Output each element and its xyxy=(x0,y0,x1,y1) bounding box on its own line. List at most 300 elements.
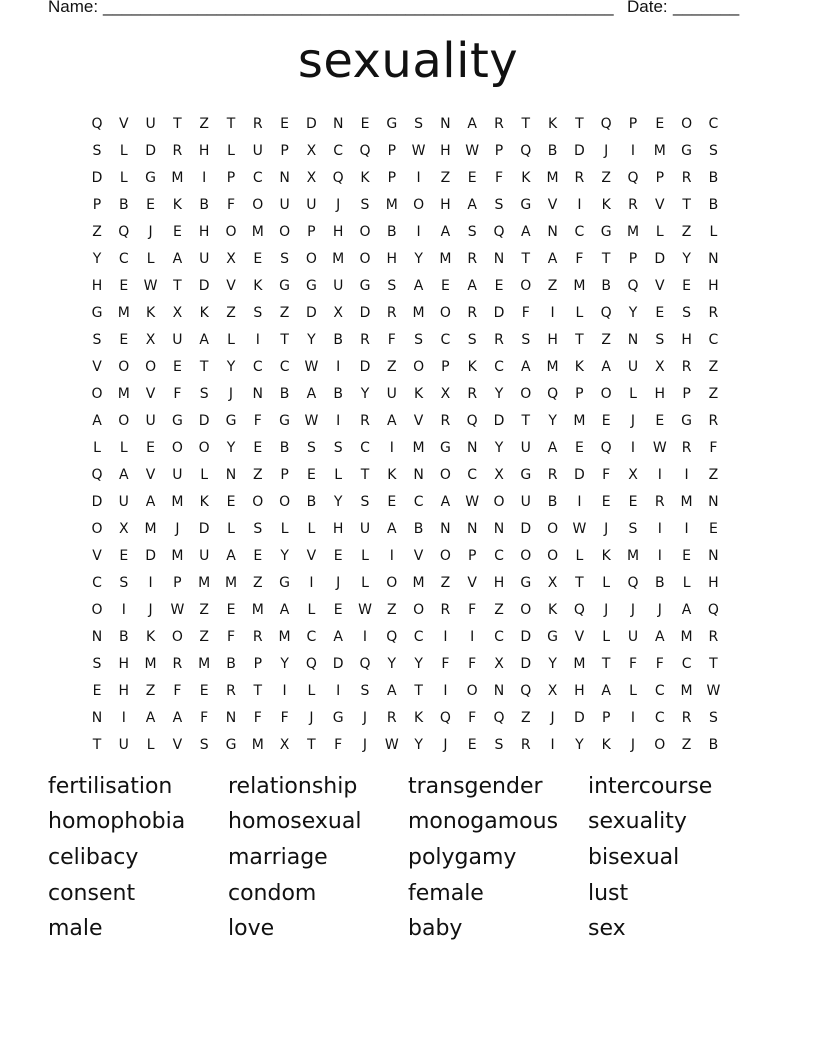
grid-letter: I xyxy=(684,467,689,483)
grid-letter: I xyxy=(577,197,582,213)
grid-letter: F xyxy=(602,467,611,483)
grid-letter: M xyxy=(171,170,184,186)
grid-letter: V xyxy=(119,116,129,132)
grid-letter: O xyxy=(493,494,505,510)
grid-letter: J xyxy=(604,602,609,618)
grid-letter: Q xyxy=(439,710,451,726)
grid-letter: M xyxy=(680,494,693,510)
grid-letter: R xyxy=(172,143,183,159)
grid-letter: Y xyxy=(628,305,638,321)
grid-letter: V xyxy=(306,548,317,564)
grid-letter: A xyxy=(387,521,397,537)
grid-letter: G xyxy=(359,278,371,294)
grid-letter: R xyxy=(467,305,478,321)
grid-letter: E xyxy=(467,170,477,186)
grid-letter: X xyxy=(279,737,290,753)
grid-letter: U xyxy=(118,494,129,510)
grid-letter: O xyxy=(439,305,451,321)
grid-letter: F xyxy=(709,440,718,456)
grid-letter: I xyxy=(121,602,126,618)
grid-letter: Q xyxy=(118,224,130,240)
grid-letter: A xyxy=(521,224,531,240)
grid-letter: F xyxy=(468,710,477,726)
grid-letter: D xyxy=(574,710,585,726)
grid-letter: D xyxy=(91,494,103,510)
grid-letter: V xyxy=(467,575,477,591)
grid-letter: B xyxy=(654,575,665,591)
grid-letter: W xyxy=(411,143,426,159)
grid-letter: J xyxy=(362,737,368,753)
grid-letter: H xyxy=(198,224,210,240)
grid-letter: P xyxy=(173,575,182,591)
grid-letter: S xyxy=(494,737,504,753)
grid-letter: M xyxy=(573,278,586,294)
grid-letter: A xyxy=(521,359,531,375)
grid-letter: V xyxy=(172,737,183,753)
grid-letter: A xyxy=(226,548,236,564)
word-list-item: monogamous xyxy=(408,809,559,834)
grid-letter: R xyxy=(681,440,692,456)
grid-letter: N xyxy=(493,251,505,267)
grid-letter: S xyxy=(467,332,477,348)
grid-letter: M xyxy=(680,683,693,699)
grid-letter: R xyxy=(467,386,478,402)
word-list-item: homosexual xyxy=(228,809,362,834)
grid-letter: H xyxy=(681,332,692,348)
grid-letter: F xyxy=(253,413,262,429)
grid-letter: I xyxy=(121,710,126,726)
grid-letter: J xyxy=(148,602,153,618)
grid-letter: B xyxy=(708,737,719,753)
grid-letter: R xyxy=(467,251,478,267)
grid-letter: T xyxy=(575,575,584,591)
grid-letter: T xyxy=(575,332,584,348)
grid-letter: A xyxy=(601,683,611,699)
grid-letter: V xyxy=(574,629,585,645)
grid-letter: G xyxy=(439,440,451,456)
grid-letter: Y xyxy=(548,413,557,429)
grid-letter: M xyxy=(412,440,425,456)
grid-letter: K xyxy=(199,305,209,321)
grid-letter: M xyxy=(573,656,586,672)
grid-letter: R xyxy=(440,413,451,429)
word-list-item: love xyxy=(228,916,275,941)
word-list-item: condom xyxy=(228,881,317,906)
grid-letter: X xyxy=(172,305,183,321)
grid-letter: M xyxy=(653,143,666,159)
grid-letter: G xyxy=(600,224,612,240)
grid-letter: N xyxy=(91,710,103,726)
grid-letter: R xyxy=(628,197,638,213)
grid-letter: A xyxy=(279,602,290,618)
grid-letter: R xyxy=(386,305,397,321)
grid-letter: Y xyxy=(280,656,289,672)
grid-letter: B xyxy=(279,386,290,402)
grid-letter: G xyxy=(305,278,317,294)
grid-letter: A xyxy=(199,332,209,348)
grid-letter: S xyxy=(708,143,718,159)
word-list-item: intercourse xyxy=(588,774,713,799)
grid-letter: Z xyxy=(92,224,102,240)
grid-letter: V xyxy=(145,467,156,483)
date-label: Date: xyxy=(627,0,668,16)
grid-letter: I xyxy=(657,521,662,537)
grid-letter: B xyxy=(306,494,317,510)
grid-letter: B xyxy=(386,224,397,240)
grid-letter: L xyxy=(119,143,128,159)
grid-letter: E xyxy=(387,494,397,510)
grid-letter: Q xyxy=(359,143,371,159)
grid-letter: X xyxy=(145,332,156,348)
grid-letter: U xyxy=(520,440,531,456)
grid-letter: F xyxy=(280,710,289,726)
grid-letter: K xyxy=(360,170,370,186)
grid-letter: X xyxy=(494,467,504,483)
grid-letter: Z xyxy=(226,305,236,321)
grid-letter: K xyxy=(548,602,558,618)
grid-letter: A xyxy=(681,602,692,618)
grid-letter: H xyxy=(708,278,719,294)
grid-letter: U xyxy=(199,548,210,564)
grid-letter: U xyxy=(172,467,183,483)
grid-letter: Z xyxy=(708,386,719,402)
grid-letter: A xyxy=(601,359,611,375)
grid-letter: U xyxy=(199,251,210,267)
grid-letter: K xyxy=(601,737,611,753)
grid-letter: Y xyxy=(548,656,557,672)
grid-letter: A xyxy=(440,224,451,240)
date-field[interactable]: _______ xyxy=(673,0,740,16)
grid-letter: P xyxy=(575,386,584,402)
grid-letter: Z xyxy=(494,602,504,618)
grid-letter: B xyxy=(547,143,558,159)
grid-letter: O xyxy=(654,737,666,753)
grid-letter: X xyxy=(306,143,317,159)
grid-letter: A xyxy=(92,413,102,429)
grid-letter: C xyxy=(413,629,424,645)
grid-letter: Q xyxy=(573,602,585,618)
grid-letter: L xyxy=(146,251,155,267)
grid-letter: A xyxy=(145,494,156,510)
grid-letter: Y xyxy=(226,440,236,456)
grid-letter: Q xyxy=(627,170,639,186)
grid-letter: K xyxy=(414,386,424,402)
grid-letter: E xyxy=(226,494,236,510)
grid-letter: V xyxy=(413,413,424,429)
grid-letter: W xyxy=(465,143,480,159)
grid-letter: H xyxy=(440,197,451,213)
grid-letter: U xyxy=(306,197,317,213)
grid-letter: A xyxy=(413,278,424,294)
grid-letter: C xyxy=(654,683,665,699)
grid-letter: C xyxy=(494,359,504,375)
grid-letter: K xyxy=(601,197,611,213)
grid-letter: E xyxy=(682,278,692,294)
grid-letter: C xyxy=(494,629,504,645)
grid-letter: P xyxy=(601,710,611,726)
grid-letter: C xyxy=(279,359,290,375)
grid-letter: W xyxy=(170,602,185,618)
grid-letter: D xyxy=(198,521,210,537)
grid-letter: K xyxy=(387,467,397,483)
grid-letter: J xyxy=(630,602,636,618)
grid-letter: S xyxy=(253,305,263,321)
grid-letter: Z xyxy=(601,170,611,186)
grid-letter: K xyxy=(548,116,558,132)
grid-letter: C xyxy=(494,548,504,564)
grid-letter: N xyxy=(466,440,478,456)
grid-letter: O xyxy=(520,602,532,618)
grid-letter: R xyxy=(574,170,585,186)
grid-letter: Z xyxy=(521,710,531,726)
grid-letter: I xyxy=(202,170,207,186)
grid-letter: R xyxy=(252,116,263,132)
grid-letter: L xyxy=(361,548,369,564)
name-label: Name: xyxy=(48,0,99,16)
grid-letter: I xyxy=(684,521,689,537)
grid-letter: A xyxy=(655,629,665,645)
grid-letter: J xyxy=(630,413,636,429)
grid-letter: A xyxy=(547,440,558,456)
grid-letter: Q xyxy=(332,170,344,186)
grid-letter: O xyxy=(252,494,264,510)
grid-letter: L xyxy=(575,305,584,321)
grid-letter: U xyxy=(252,143,263,159)
grid-letter: R xyxy=(681,359,692,375)
grid-letter: A xyxy=(306,386,317,402)
grid-letter: B xyxy=(226,656,236,672)
grid-letter: C xyxy=(574,224,585,240)
grid-letter: X xyxy=(655,359,665,375)
grid-letter: X xyxy=(547,575,558,591)
grid-letter: Y xyxy=(92,251,102,267)
grid-letter: S xyxy=(414,332,424,348)
grid-letter: E xyxy=(682,548,692,564)
grid-letter: G xyxy=(547,629,559,645)
word-list-item: male xyxy=(48,916,103,941)
grid-letter: D xyxy=(198,413,210,429)
grid-letter: C xyxy=(413,494,424,510)
grid-letter: S xyxy=(119,575,129,591)
grid-letter: R xyxy=(172,656,183,672)
grid-letter: M xyxy=(546,359,559,375)
grid-letter: O xyxy=(91,521,103,537)
grid-letter: M xyxy=(439,251,452,267)
grid-letter: D xyxy=(654,251,666,267)
grid-letter: L xyxy=(280,521,289,537)
grid-letter: D xyxy=(520,629,532,645)
grid-letter: O xyxy=(413,602,425,618)
grid-letter: H xyxy=(198,143,210,159)
grid-letter: U xyxy=(627,359,639,375)
grid-letter: K xyxy=(521,170,531,186)
grid-letter: Q xyxy=(520,683,532,699)
grid-letter: T xyxy=(414,683,423,699)
grid-letter: L xyxy=(93,440,101,456)
grid-letter: S xyxy=(333,440,343,456)
grid-letter: E xyxy=(467,737,477,753)
grid-letter: R xyxy=(708,305,719,321)
grid-letter: I xyxy=(389,440,394,456)
grid-letter: N xyxy=(252,386,264,402)
grid-letter: R xyxy=(494,332,504,348)
grid-letter: D xyxy=(493,305,505,321)
grid-letter: D xyxy=(91,170,103,186)
grid-letter: G xyxy=(520,197,532,213)
grid-letter: P xyxy=(387,170,397,186)
grid-letter: D xyxy=(520,521,532,537)
grid-letter: O xyxy=(118,359,130,375)
grid-letter: E xyxy=(655,116,665,132)
grid-letter: E xyxy=(199,683,209,699)
grid-letter: C xyxy=(440,332,451,348)
name-field[interactable]: ______________________________________________________ xyxy=(103,0,614,16)
grid-letter: F xyxy=(468,656,477,672)
grid-letter: D xyxy=(145,548,156,564)
grid-letter: M xyxy=(117,305,130,321)
grid-letter: T xyxy=(521,413,531,429)
grid-letter: E xyxy=(574,440,584,456)
grid-letter: V xyxy=(547,197,558,213)
grid-letter: Q xyxy=(305,656,317,672)
grid-letter: C xyxy=(118,251,129,267)
grid-letter: Z xyxy=(708,359,719,375)
grid-letter: G xyxy=(279,575,291,591)
grid-letter: I xyxy=(577,494,582,510)
grid-letter: O xyxy=(171,629,183,645)
grid-letter: Z xyxy=(279,305,290,321)
grid-letter: M xyxy=(573,413,586,429)
grid-letter: G xyxy=(681,143,693,159)
grid-letter: U xyxy=(333,278,344,294)
grid-letter: K xyxy=(146,629,156,645)
grid-letter: C xyxy=(654,710,665,726)
grid-letter: M xyxy=(626,224,640,240)
grid-letter: L xyxy=(307,521,316,537)
grid-letter: F xyxy=(387,332,396,348)
word-list-item: female xyxy=(408,881,484,906)
grid-letter: V xyxy=(655,278,665,294)
grid-letter: B xyxy=(333,386,343,402)
grid-letter: E xyxy=(226,602,236,618)
word-list-item: transgender xyxy=(408,774,543,799)
grid-letter: O xyxy=(413,359,425,375)
grid-letter: N xyxy=(440,521,451,537)
grid-letter: X xyxy=(494,656,504,672)
grid-letter: U xyxy=(386,386,397,402)
grid-letter: U xyxy=(145,116,156,132)
grid-letter: N xyxy=(225,710,237,726)
grid-letter: O xyxy=(439,548,451,564)
grid-letter: S xyxy=(521,332,531,348)
grid-letter: X xyxy=(226,251,236,267)
grid-letter: S xyxy=(708,710,718,726)
grid-letter: Q xyxy=(386,629,398,645)
grid-letter: S xyxy=(92,656,102,672)
grid-letter: G xyxy=(91,305,103,321)
grid-letter: H xyxy=(440,143,451,159)
grid-letter: G xyxy=(225,737,237,753)
grid-letter: M xyxy=(144,521,157,537)
grid-letter: E xyxy=(119,278,129,294)
grid-letter: E xyxy=(306,467,316,483)
grid-letter: R xyxy=(654,494,665,510)
grid-letter: O xyxy=(118,413,130,429)
grid-letter: C xyxy=(708,116,719,132)
grid-letter: J xyxy=(443,737,448,753)
grid-letter: Q xyxy=(493,224,505,240)
grid-letter: E xyxy=(146,440,156,456)
grid-letter: P xyxy=(92,197,102,213)
grid-letter: A xyxy=(145,710,156,726)
grid-letter: F xyxy=(655,656,664,672)
grid-letter: V xyxy=(226,278,236,294)
word-list-item: consent xyxy=(48,881,136,906)
grid-letter: D xyxy=(306,305,317,321)
grid-letter: D xyxy=(145,143,156,159)
grid-letter: C xyxy=(708,332,719,348)
grid-letter: R xyxy=(226,683,236,699)
grid-letter: G xyxy=(225,413,237,429)
grid-letter: A xyxy=(467,197,477,213)
grid-letter: B xyxy=(708,170,719,186)
grid-letter: L xyxy=(146,737,155,753)
grid-letter: B xyxy=(118,629,129,645)
grid-letter: Q xyxy=(91,116,103,132)
grid-letter: Z xyxy=(145,683,156,699)
grid-letter: F xyxy=(200,710,209,726)
grid-letter: A xyxy=(387,683,397,699)
grid-letter: M xyxy=(546,170,559,186)
grid-letter: Z xyxy=(681,737,692,753)
grid-letter: M xyxy=(278,629,291,645)
grid-letter: D xyxy=(574,143,585,159)
grid-letter: Q xyxy=(627,278,639,294)
grid-letter: W xyxy=(358,602,372,618)
grid-letter: L xyxy=(629,683,637,699)
grid-letter: Z xyxy=(253,467,263,483)
grid-letter: W xyxy=(304,359,319,375)
grid-letter: M xyxy=(144,656,157,672)
grid-letter: R xyxy=(252,629,263,645)
grid-letter: C xyxy=(252,359,263,375)
grid-letter: R xyxy=(708,629,719,645)
grid-letter: E xyxy=(119,332,129,348)
grid-letter: A xyxy=(172,251,183,267)
grid-letter: I xyxy=(282,683,287,699)
grid-letter: G xyxy=(171,413,183,429)
grid-letter: Q xyxy=(520,143,532,159)
word-list-item: fertilisation xyxy=(48,774,173,799)
grid-letter: G xyxy=(279,278,291,294)
grid-letter: O xyxy=(279,224,291,240)
grid-letter: E xyxy=(601,494,611,510)
grid-letter: Y xyxy=(226,359,236,375)
grid-letter: A xyxy=(467,278,477,294)
grid-letter: B xyxy=(601,278,611,294)
grid-letter: T xyxy=(682,197,691,213)
grid-letter: W xyxy=(465,494,480,510)
grid-letter: W xyxy=(652,440,667,456)
grid-letter: P xyxy=(280,467,289,483)
grid-letter: B xyxy=(413,521,424,537)
grid-letter: A xyxy=(172,710,183,726)
grid-letter: Y xyxy=(387,656,397,672)
grid-letter: H xyxy=(386,251,398,267)
grid-letter: G xyxy=(145,170,157,186)
grid-letter: O xyxy=(547,548,559,564)
grid-letter: O xyxy=(520,548,532,564)
